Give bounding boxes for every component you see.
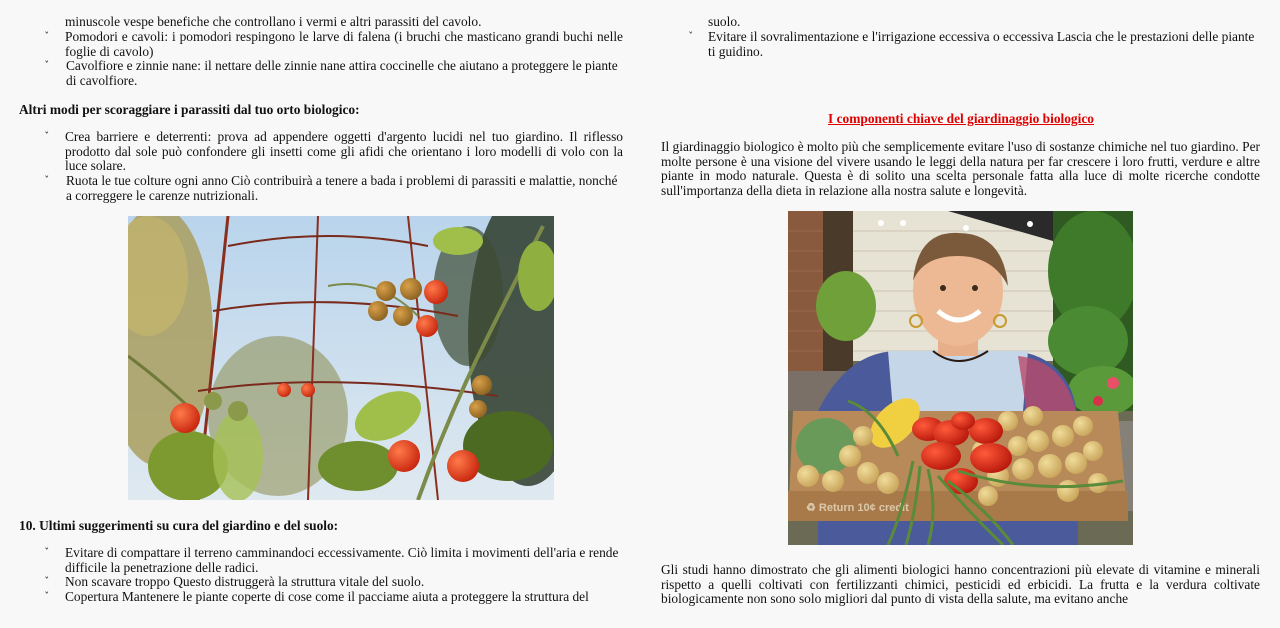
bullet-icon: ˇ — [44, 30, 50, 43]
bullet-icon: ˇ — [44, 59, 50, 72]
list-item-companion-2: Cavolfiore e zinnie nane: il nettare delle zinnie nane attira coccinelle che aiutano a proteggere le piante di cavolfiore. — [66, 58, 618, 88]
tomato-plant-photo — [128, 216, 554, 500]
section-heading: I componenti chiave del giardinaggio biologico — [828, 111, 1094, 126]
bullet-icon: ˇ — [688, 30, 694, 43]
paragraph-organic-gardening: Il giardinaggio biologico è molto più che semplicemente evitare l'uso di sostanze chimiche nel tuo giardino. Per molte persone è una visione del vivere usando le leggi della natura per far crescere i loro frutti, verdure e altre piante in modo naturale. Questa è di solito una scelta personale fatta alla luce di molte ricerche condotte sull'importanza della dieta in relazione alla nostra salute e longevità. — [661, 139, 1260, 198]
bullet-icon: ˇ — [44, 590, 50, 603]
bullet-icon: ˇ — [44, 174, 50, 187]
tomato-plant-image — [128, 216, 554, 500]
bullet-icon: ˇ — [44, 546, 50, 559]
list-item-tips-4: Evitare il sovralimentazione e l'irrigazione eccessiva o eccessiva Lascia che le prestazioni delle piante ti guidino. — [708, 29, 1255, 59]
list-item-tips-3: Copertura Mantenere le piante coperte di cose come il pacciame aiuta a proteggere la struttura del — [65, 589, 589, 604]
pests-heading: Altri modi per scoraggiare i parassiti dal tuo orto biologico: — [19, 102, 360, 117]
right-page — [640, 0, 1280, 628]
paragraph-health-benefits: Gli studi hanno dimostrato che gli alimenti biologici hanno concentrazioni più elevate di vitamine e minerali rispetto a quelli coltivati con fertilizzanti chimici, pesticidi ed erbicidi. La frutta e la verdura coltivate biologicamente non sono solo migliori dal punto di vista della salute, ma evitano anche — [661, 562, 1260, 607]
harvest-photo — [788, 211, 1133, 545]
harvest-image — [788, 211, 1133, 545]
tips-heading: 10. Ultimi suggerimenti su cura del giardino e del suolo: — [19, 518, 339, 533]
list-item-companion-1: Pomodori e cavoli: i pomodori respingono le larve di falena (i bruchi che masticano grandi buchi nelle foglie di cavolo) — [65, 29, 623, 59]
tips-continuation: suolo. — [708, 14, 741, 29]
list-item-pests-1: Crea barriere e deterrenti: prova ad appendere oggetti d'argento lucidi nel tuo giardino. Il riflesso prodotto dal sole può confondere gli insetti come gli afidi che orientano i loro modelli di volo con la luce solare. — [65, 129, 623, 174]
list-item-tips-1: Evitare di compattare il terreno camminandoci eccessivamente. Ciò limita i movimenti dell'aria e rende difficile la penetrazione delle radici. — [65, 545, 619, 575]
list-item-pests-2: Ruota le tue colture ogni anno Ciò contribuirà a tenere a bada i problemi di parassiti e malattie, nonché a correggere le carenze nutrizionali. — [66, 173, 618, 203]
list-item-tips-2: Non scavare troppo Questo distruggerà la struttura vitale del suolo. — [65, 574, 425, 589]
bullet-icon: ˇ — [44, 130, 50, 143]
svg-text:♻ Return 10¢ credit: ♻ Return 10¢ credit — [806, 502, 909, 514]
intro-continuation: minuscole vespe benefiche che controllano i vermi e altri parassiti del cavolo. — [65, 14, 482, 29]
bullet-icon: ˇ — [44, 575, 50, 588]
